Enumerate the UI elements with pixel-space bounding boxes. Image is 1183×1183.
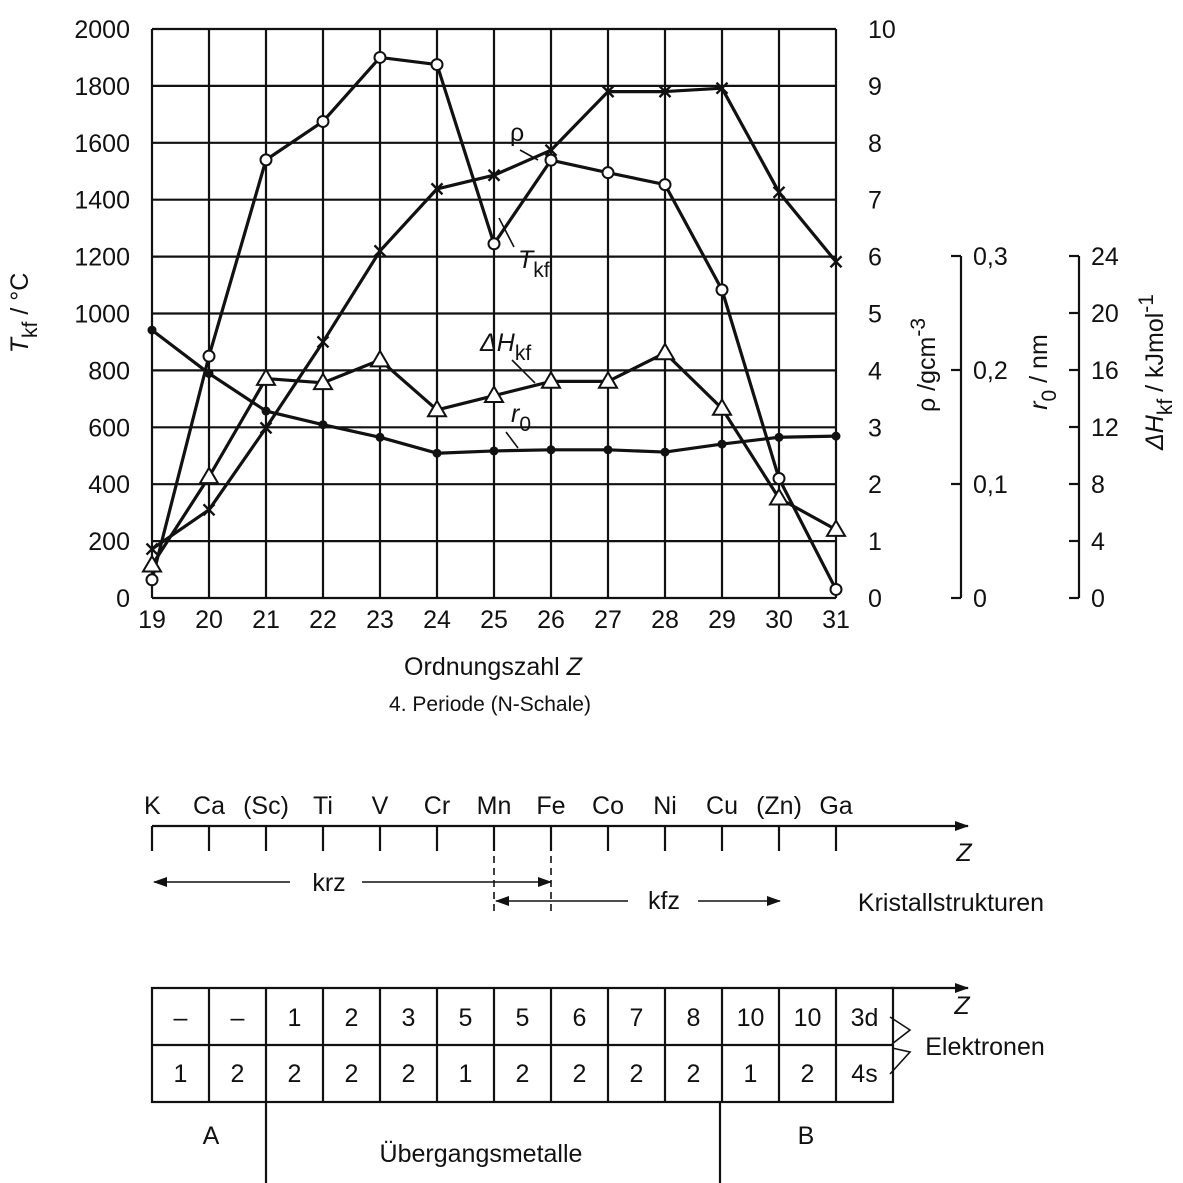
element-symbols [144,792,853,820]
point-r0 [604,445,613,454]
point-dH [827,521,845,536]
krz-label: krz [312,869,346,897]
dh-tick-label: 16 [1091,357,1119,385]
element-symbol: (Zn) [756,792,802,820]
krz-range [154,869,551,897]
point-Tkf [717,284,728,295]
point-Tkf [660,179,671,190]
dh-tick-label: 0 [1091,585,1105,613]
x-tick-labels [138,606,850,634]
left-tick-label: 800 [88,357,130,386]
point-Tkf [147,574,158,585]
electron-cell-4s: 1 [743,1060,758,1088]
element-axis-z-label: Z [956,839,972,867]
rho-tick-label: 9 [868,72,882,101]
left-axis-title-var: T [6,337,34,354]
series-label-r0 [506,400,531,448]
element-symbol: V [371,792,389,820]
r0-leader-line [506,432,518,448]
point-r0 [832,432,841,441]
x-tick-label: 28 [651,606,679,634]
rho-tick-label: 8 [868,129,882,158]
left-tick-label: 2000 [74,16,130,44]
series-label-dh [479,329,535,383]
electron-cell-4s: 2 [401,1060,416,1088]
dh-axis-title-var: ΔH [1141,415,1169,450]
r0-axis-title [1025,334,1061,410]
kfz-range [496,887,780,915]
point-dH [371,351,389,366]
x-tick-label: 20 [195,606,223,634]
rho-tick-label: 0 [868,585,882,613]
x-axis-title-text: Ordnungszahl [404,653,567,681]
point-Tkf [603,167,614,178]
r0-tick-label: 0,1 [973,471,1008,499]
tkf-series-label [518,246,550,282]
tkf-series-label-var: T [518,246,534,274]
point-Tkf [432,59,443,70]
dh-axis-title-sub: kf [1154,398,1177,416]
point-r0 [718,440,727,449]
dh-tick-label: 12 [1091,414,1119,442]
left-tick-label: 1600 [74,129,130,158]
element-symbol: Co [592,792,624,820]
electron-cell-3d: – [230,1004,245,1032]
electron-cell-3d: 7 [629,1004,644,1032]
r0-axis-title-var: r [1025,401,1053,410]
x-tick-label: 26 [537,606,565,634]
rho-tick-label: 7 [868,186,882,215]
left-axis-title-unit: / °C [6,272,34,322]
dh-tick-label: 24 [1091,243,1119,271]
x-tick-label: 23 [366,606,394,634]
point-r0 [433,449,442,458]
series-label-rho [510,119,538,160]
element-symbol: Ti [313,792,333,820]
rho-tick-label: 5 [868,300,882,329]
r0-tick-label: 0,3 [973,243,1008,271]
plot-grid [152,29,836,598]
x-tick-label: 24 [423,606,451,634]
point-r0 [262,407,271,416]
point-r0 [775,433,784,442]
electron-cell-3d: 5 [458,1004,473,1032]
electron-cell-3d: 6 [572,1004,587,1032]
r0-axis-title-unit: / nm [1025,334,1053,390]
left-tick-label: 600 [88,414,130,443]
electron-cell-3d: 3d [850,1004,879,1032]
x-tick-label: 22 [309,606,337,634]
left-axis-title-sub: kf [19,321,42,338]
point-r0 [376,433,385,442]
point-dH [656,344,674,359]
left-tick-label: 1000 [74,300,130,329]
group-a-label: A [202,1122,220,1150]
x-axis-title [404,653,583,681]
dh-tick-label: 8 [1091,471,1105,499]
rho-tick-label: 6 [868,243,882,272]
electron-axis-z-label: Z [954,992,970,1020]
point-dH [257,370,275,385]
left-axis-title [6,273,42,354]
point-r0 [319,420,328,429]
element-symbol: Mn [476,792,512,820]
element-symbol: K [144,792,161,820]
rho-tick-label: 4 [868,357,882,386]
element-symbol: Cr [423,792,451,820]
point-Tkf [375,52,386,63]
dh-axis-title [1135,294,1177,451]
point-r0 [148,326,157,335]
dh-axis-title-sup: -1 [1135,294,1158,313]
point-Tkf [261,154,272,165]
point-r0 [490,446,499,455]
r0-series-label-var: r [511,400,520,428]
element-symbol: (Sc) [243,792,289,820]
dh-series-label [479,329,531,365]
group-b-label: B [797,1122,815,1150]
rho-tick-label: 2 [868,471,882,500]
electron-cell-4s: 2 [629,1060,644,1088]
kfz-label: kfz [648,887,680,915]
rho-axis-title [907,318,941,412]
electron-cell-3d: 10 [793,1004,822,1032]
point-r0 [205,369,214,378]
electron-cell-3d: 8 [686,1004,701,1032]
point-r0 [547,445,556,454]
electron-cell-3d: 10 [736,1004,765,1032]
rho-tick-label: 10 [868,16,896,44]
left-tick-label: 400 [88,471,130,500]
rho-axis-title-sup: -3 [907,317,930,337]
point-Tkf [489,238,500,249]
dh-series-label-var: ΔH [480,329,515,357]
electron-cell-4s: 2 [515,1060,530,1088]
point-dH [200,468,218,483]
point-r0 [661,448,670,457]
electron-cell-3d: 3 [401,1004,416,1032]
x-tick-label: 19 [138,606,166,634]
electron-cell-4s: 1 [458,1060,473,1088]
left-axis-tick-labels [74,16,130,613]
rho-tick-label: 3 [868,414,882,443]
electron-cell-4s: 2 [686,1060,701,1088]
r0-series-label [511,400,531,436]
r0-axis [951,243,1008,613]
tkf-series-label-sub: kf [533,259,550,282]
r0-tick-label: 0,2 [973,357,1008,385]
dh-tick-label: 4 [1091,528,1105,556]
r0-axis-title-sub: 0 [1038,389,1061,402]
element-symbol: Cu [706,792,738,820]
left-tick-label: 0 [116,585,130,613]
element-symbol: Ni [653,792,677,820]
electron-cell-4s: 2 [287,1060,302,1088]
element-symbol: Ga [819,792,853,820]
point-Tkf [774,473,785,484]
dh-series-label-sub: kf [514,342,532,365]
electron-table [152,988,893,1102]
x-tick-label: 21 [252,606,280,634]
x-tick-label: 29 [708,606,736,634]
x-axis-title-var: Z [566,653,582,681]
x-axis-subtitle: 4. Periode (N-Schale) [389,693,591,716]
electron-cell-4s: 2 [572,1060,587,1088]
electron-cell-3d: 2 [344,1004,359,1032]
group-transition-label: Übergangsmetalle [379,1140,583,1168]
electron-cell-4s: 2 [800,1060,815,1088]
electron-label: Elektronen [925,1033,1045,1061]
rho-series-label: ρ [510,119,525,147]
electron-cell-4s: 4s [851,1060,878,1088]
left-tick-label: 200 [88,528,130,557]
electron-cell-3d: 5 [515,1004,530,1032]
dh-axis [1069,243,1119,613]
x-tick-label: 27 [594,606,622,634]
r0-series-label-sub: 0 [519,413,532,436]
x-tick-label: 31 [822,606,850,634]
left-tick-label: 1200 [74,243,130,272]
element-symbol: Ca [193,792,225,820]
element-symbol: Fe [536,792,566,820]
point-Tkf [831,584,842,595]
x-tick-label: 25 [480,606,508,634]
rho-axis-tick-labels [868,16,896,613]
dh-tick-label: 20 [1091,300,1119,328]
electron-cell-4s: 2 [230,1060,245,1088]
r0-tick-label: 0 [973,585,987,613]
point-Tkf [318,116,329,127]
rho-tick-label: 1 [868,528,882,557]
electron-cell-4s: 1 [173,1060,188,1088]
dh-axis-title-unit: / kJmol [1141,312,1169,399]
electron-cell-3d: – [173,1004,188,1032]
point-Tkf [546,155,557,166]
left-tick-label: 1400 [74,186,130,215]
electron-cell-3d: 1 [287,1004,302,1032]
structures-label: Kristallstrukturen [857,889,1045,917]
left-tick-label: 1800 [74,72,130,101]
electron-cell-4s: 2 [344,1060,359,1088]
rho-axis-title-text: ρ /gcm [913,336,941,413]
point-Tkf [204,351,215,362]
x-tick-label: 30 [765,606,793,634]
